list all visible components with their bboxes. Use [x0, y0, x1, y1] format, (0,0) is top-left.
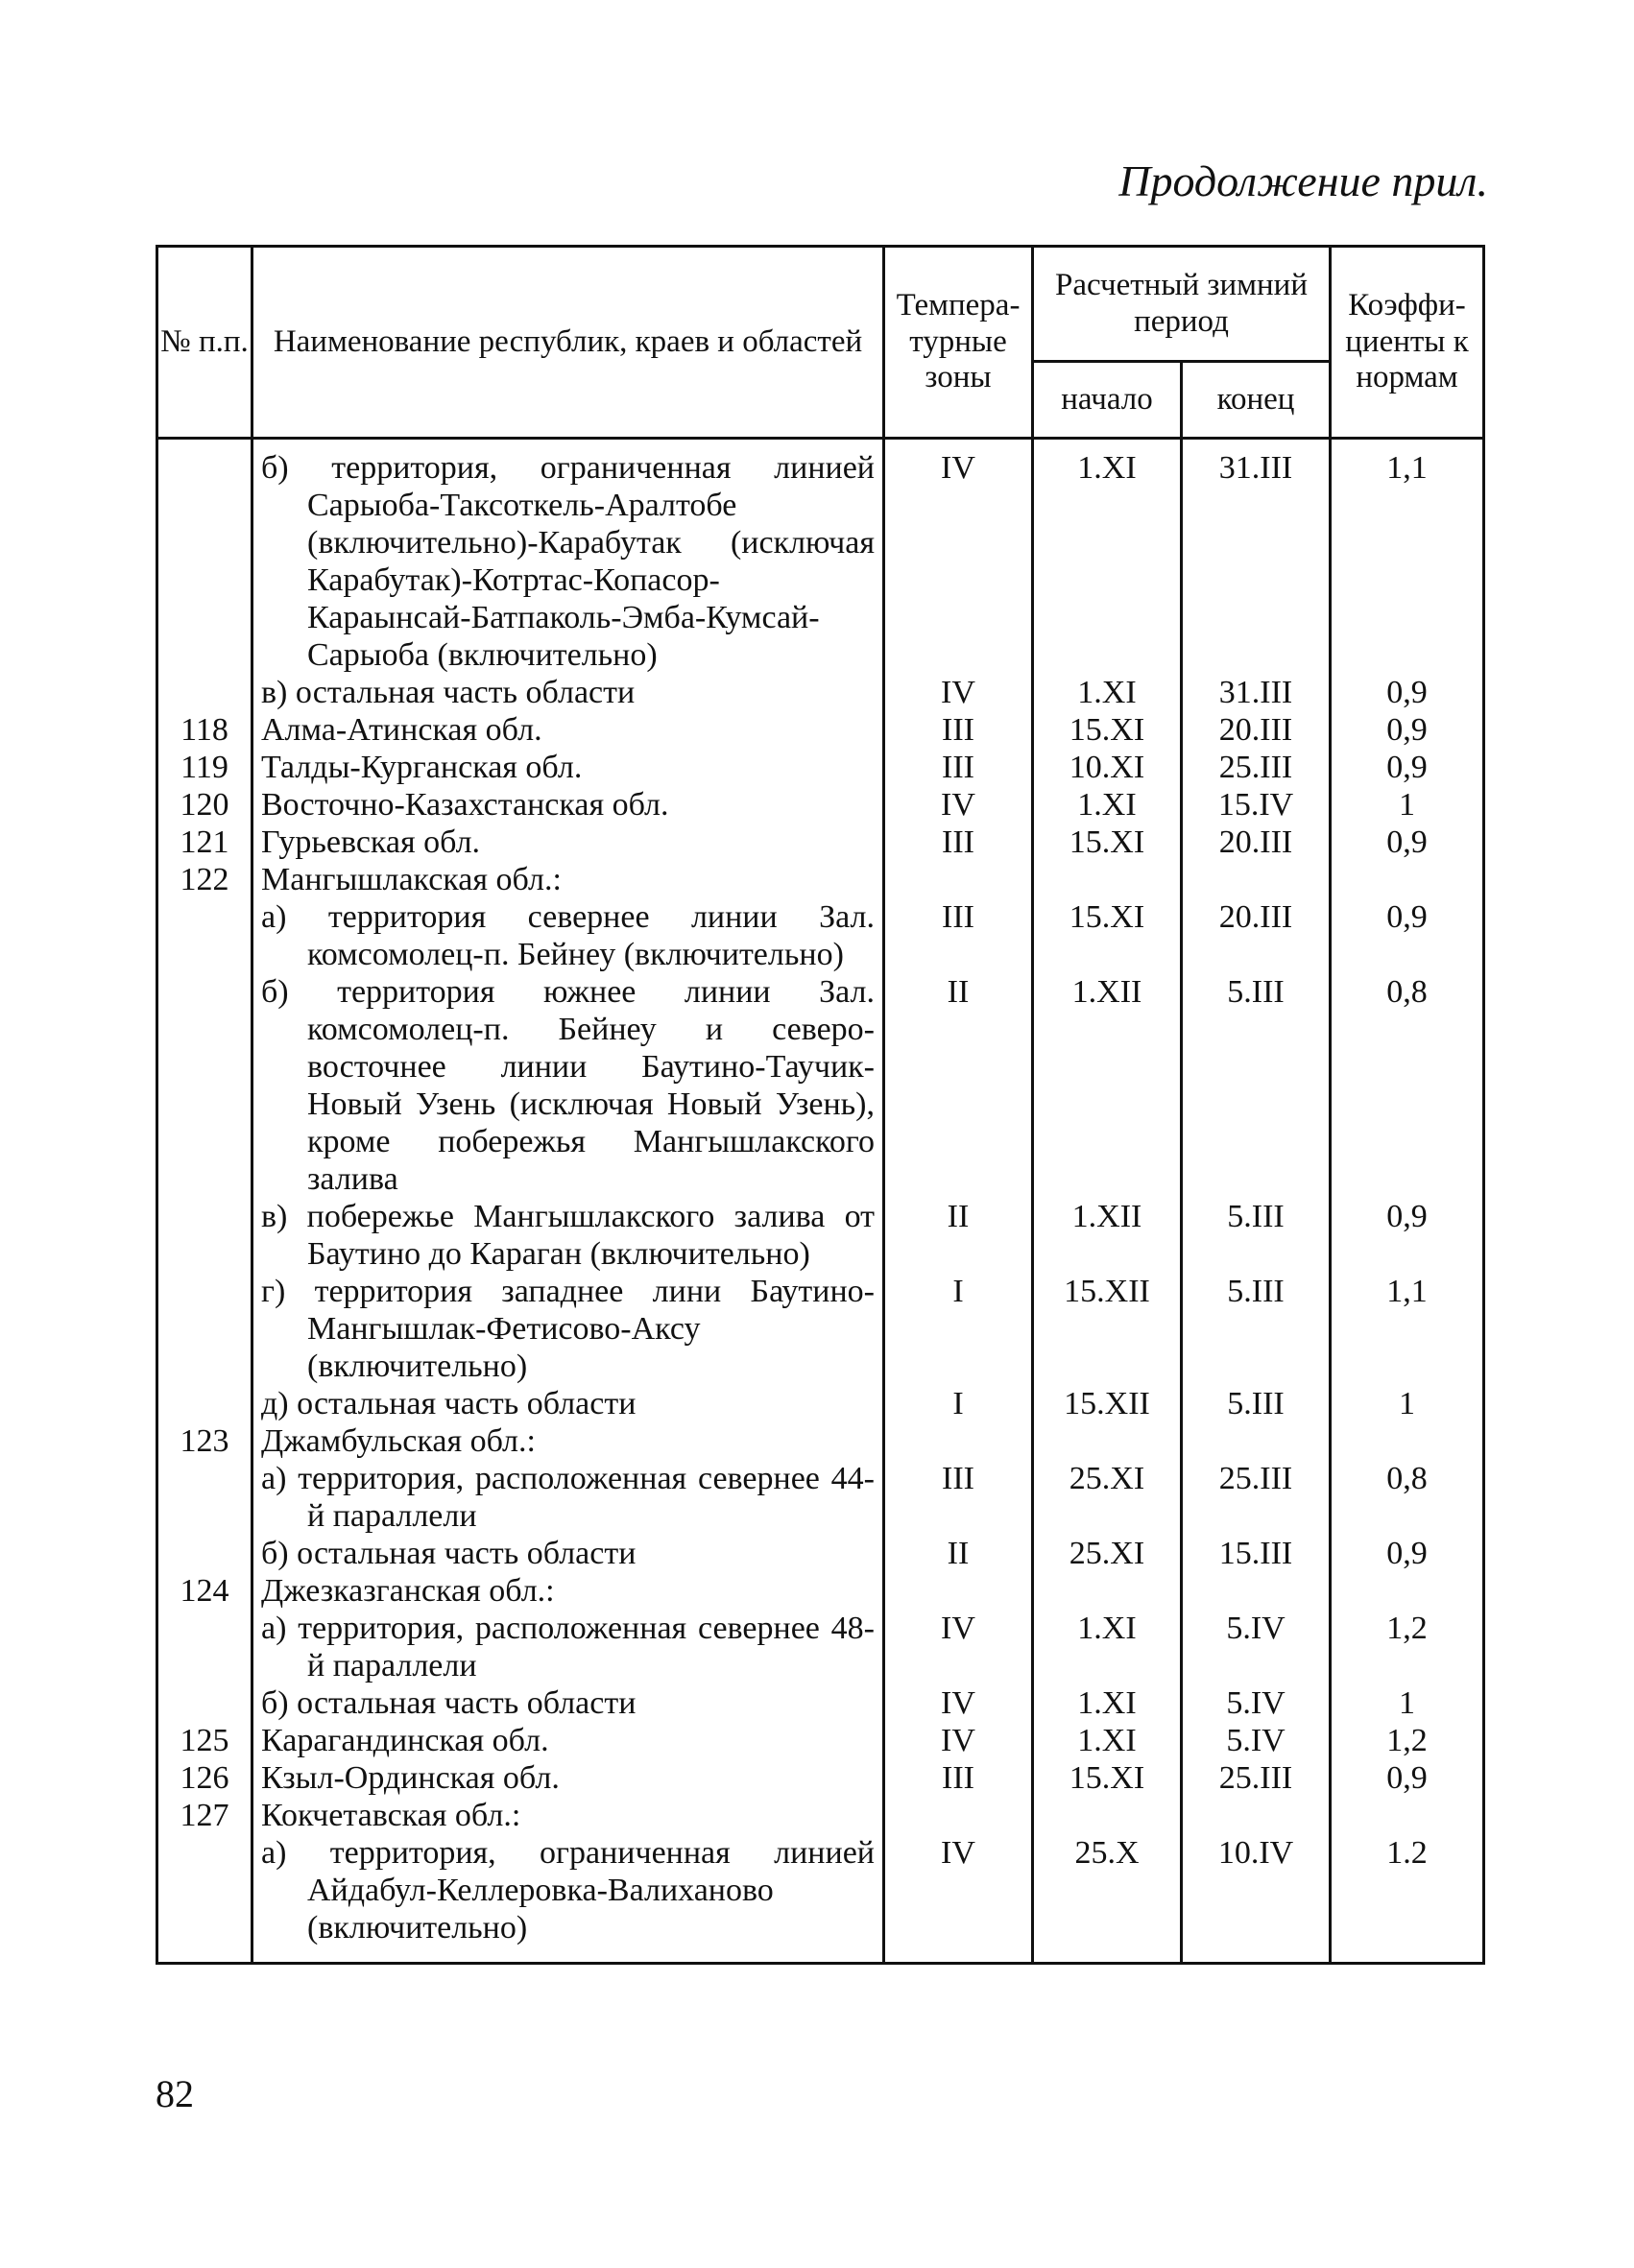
- row-name: [252, 1422, 884, 1460]
- row-name: [252, 973, 884, 1198]
- row-number: [157, 1535, 252, 1572]
- row-name: [252, 674, 884, 711]
- row-period-start: 1.XI: [1033, 1610, 1182, 1684]
- row-name-text: г) территория западнее лини Баутино-Мангышлак-Фетисово-Аксу (включительно): [261, 1274, 875, 1384]
- row-zone: [884, 1422, 1033, 1460]
- row-period-start: [1033, 861, 1182, 898]
- row-name-text: а) территория, ограниченная линией Айдабул-Келлеровка-Валиханово (включительно): [261, 1835, 875, 1946]
- row-number: 125: [157, 1722, 252, 1759]
- row-number: 123: [157, 1422, 252, 1460]
- row-name: [252, 1460, 884, 1535]
- table-row: [157, 1385, 1484, 1422]
- row-coefficient: [1331, 1422, 1484, 1460]
- row-period-start: 1.XI: [1033, 1684, 1182, 1722]
- row-number: 126: [157, 1759, 252, 1797]
- table-body: [157, 439, 1484, 1964]
- row-coefficient: 1: [1331, 1684, 1484, 1722]
- table-row: [157, 1572, 1484, 1610]
- row-name-text: Мангышлакская обл.:: [261, 862, 562, 897]
- row-name: [252, 1610, 884, 1684]
- table-row: [157, 1535, 1484, 1572]
- row-coefficient: 0,9: [1331, 674, 1484, 711]
- row-coefficient: 0,9: [1331, 711, 1484, 749]
- table-row: [157, 786, 1484, 824]
- table-row: [157, 1722, 1484, 1759]
- row-name-text: д) остальная часть области: [261, 1386, 637, 1421]
- row-coefficient: 0,9: [1331, 824, 1484, 861]
- climate-zones-table: [156, 245, 1485, 1965]
- row-zone: IV: [884, 1610, 1033, 1684]
- row-name-text: Джезказганская обл.:: [261, 1573, 555, 1609]
- row-coefficient: [1331, 1572, 1484, 1610]
- row-number: 124: [157, 1572, 252, 1610]
- row-name-text: Алма-Атинская обл.: [261, 712, 542, 748]
- row-period-end: [1182, 861, 1331, 898]
- row-coefficient: 0,9: [1331, 1198, 1484, 1273]
- table-row: [157, 861, 1484, 898]
- row-period-end: 5.III: [1182, 1385, 1331, 1422]
- page-number: 82: [156, 2072, 194, 2115]
- row-name: [252, 749, 884, 786]
- row-number: [157, 973, 252, 1198]
- row-name: [252, 1797, 884, 1834]
- table-row: [157, 749, 1484, 786]
- row-period-end: 10.IV: [1182, 1834, 1331, 1964]
- table-row: [157, 898, 1484, 973]
- row-period-end: [1182, 1572, 1331, 1610]
- row-period-start: 15.XI: [1033, 711, 1182, 749]
- header-period: Расчетный зимний период: [1033, 247, 1331, 362]
- table-row: [157, 1834, 1484, 1964]
- row-period-end: 5.IV: [1182, 1684, 1331, 1722]
- row-zone: I: [884, 1273, 1033, 1385]
- row-period-start: [1033, 1422, 1182, 1460]
- header-coef: Коэффи-циенты к нормам: [1331, 247, 1484, 439]
- row-name-text: б) территория южнее линии Зал. комсомолец-п. Бейнеу и северо-восточнее линии Баутино-Таучик-Новый Узень (исключая Новый Узень), кроме побережья Мангышлакского залива: [261, 974, 875, 1197]
- row-zone: III: [884, 749, 1033, 786]
- row-period-start: [1033, 1572, 1182, 1610]
- row-period-end: 5.III: [1182, 1273, 1331, 1385]
- row-coefficient: [1331, 1797, 1484, 1834]
- row-zone: IV: [884, 1722, 1033, 1759]
- row-number: 119: [157, 749, 252, 786]
- row-coefficient: 0,8: [1331, 973, 1484, 1198]
- table-row: [157, 1610, 1484, 1684]
- row-zone: III: [884, 1759, 1033, 1797]
- row-number: 127: [157, 1797, 252, 1834]
- row-coefficient: 1,2: [1331, 1610, 1484, 1684]
- row-coefficient: [1331, 861, 1484, 898]
- row-period-end: 20.III: [1182, 824, 1331, 861]
- row-name: [252, 1722, 884, 1759]
- row-number: [157, 1198, 252, 1273]
- row-coefficient: 1: [1331, 786, 1484, 824]
- row-zone: II: [884, 973, 1033, 1198]
- row-number: [157, 1385, 252, 1422]
- table-header: [157, 247, 1484, 439]
- row-name-text: Восточно-Казахстанская обл.: [261, 787, 669, 823]
- table-row: [157, 674, 1484, 711]
- row-period-start: 25.XI: [1033, 1535, 1182, 1572]
- row-period-start: [1033, 1797, 1182, 1834]
- row-period-end: [1182, 1797, 1331, 1834]
- row-name-text: Джамбульская обл.:: [261, 1423, 536, 1459]
- row-name-text: в) остальная часть области: [261, 675, 636, 710]
- table-row: [157, 1460, 1484, 1535]
- row-name-text: а) территория севернее линии Зал. комсомолец-п. Бейнеу (включительно): [261, 899, 875, 972]
- row-coefficient: 1: [1331, 1385, 1484, 1422]
- row-name-text: а) территория, расположенная севернее 44-й параллели: [261, 1461, 875, 1534]
- table-row: [157, 439, 1484, 675]
- row-zone: [884, 1797, 1033, 1834]
- row-name: [252, 786, 884, 824]
- table-row: [157, 1759, 1484, 1797]
- row-number: [157, 439, 252, 675]
- row-period-end: 5.III: [1182, 973, 1331, 1198]
- row-name: [252, 1684, 884, 1722]
- row-period-end: 5.III: [1182, 1198, 1331, 1273]
- row-period-start: 15.XI: [1033, 1759, 1182, 1797]
- row-zone: II: [884, 1198, 1033, 1273]
- row-name: [252, 861, 884, 898]
- row-period-start: 15.XII: [1033, 1385, 1182, 1422]
- row-name-text: б) территория, ограниченная линией Сарыоба-Таксоткель-Аралтобе (включительно)-Карабутак (исключая Карабутак)-Котртас-Копасор-Караынсай-Батпаколь-Эмба-Кумсай-Сарыоба (включительно): [261, 450, 875, 673]
- row-coefficient: 1.2: [1331, 1834, 1484, 1964]
- row-period-start: 15.XI: [1033, 824, 1182, 861]
- row-number: [157, 1834, 252, 1964]
- row-period-end: 31.III: [1182, 674, 1331, 711]
- row-period-end: 5.IV: [1182, 1722, 1331, 1759]
- row-name: [252, 439, 884, 675]
- row-period-start: 1.XI: [1033, 1722, 1182, 1759]
- row-zone: III: [884, 824, 1033, 861]
- row-period-end: [1182, 1422, 1331, 1460]
- row-coefficient: 1,1: [1331, 439, 1484, 675]
- row-period-end: 25.III: [1182, 749, 1331, 786]
- page-caption: Продолжение прил.: [1118, 156, 1488, 205]
- row-number: [157, 1610, 252, 1684]
- table-row: [157, 1422, 1484, 1460]
- row-period-start: 1.XI: [1033, 674, 1182, 711]
- row-name-text: Кокчетавская обл.:: [261, 1798, 521, 1833]
- row-number: [157, 898, 252, 973]
- row-name: [252, 1572, 884, 1610]
- header-name: Наименование республик, краев и областей: [252, 247, 884, 439]
- row-zone: IV: [884, 1684, 1033, 1722]
- table-row: [157, 1273, 1484, 1385]
- table-row: [157, 1797, 1484, 1834]
- header-zone: Темпера-турные зоны: [884, 247, 1033, 439]
- row-name: [252, 711, 884, 749]
- header-end: конец: [1182, 362, 1331, 439]
- row-period-start: 1.XI: [1033, 439, 1182, 675]
- row-name-text: Талды-Курганская обл.: [261, 750, 583, 785]
- row-period-end: 20.III: [1182, 898, 1331, 973]
- row-zone: [884, 861, 1033, 898]
- row-period-start: 15.XII: [1033, 1273, 1182, 1385]
- row-period-end: 25.III: [1182, 1460, 1331, 1535]
- row-period-start: 25.XI: [1033, 1460, 1182, 1535]
- table-row: [157, 973, 1484, 1198]
- row-zone: III: [884, 711, 1033, 749]
- row-name-text: Гурьевская обл.: [261, 824, 481, 860]
- row-name: [252, 824, 884, 861]
- row-period-start: 1.XII: [1033, 973, 1182, 1198]
- row-number: [157, 674, 252, 711]
- row-number: 122: [157, 861, 252, 898]
- header-start: начало: [1033, 362, 1182, 439]
- row-name-text: Карагандинская обл.: [261, 1723, 549, 1758]
- row-period-end: 25.III: [1182, 1759, 1331, 1797]
- row-coefficient: 0,9: [1331, 1535, 1484, 1572]
- row-zone: III: [884, 1460, 1033, 1535]
- row-period-end: 15.III: [1182, 1535, 1331, 1572]
- row-zone: IV: [884, 786, 1033, 824]
- row-coefficient: 0,9: [1331, 1759, 1484, 1797]
- row-zone: IV: [884, 1834, 1033, 1964]
- row-name-text: б) остальная часть области: [261, 1685, 637, 1721]
- row-period-end: 15.IV: [1182, 786, 1331, 824]
- row-name: [252, 1834, 884, 1964]
- table-row: [157, 1684, 1484, 1722]
- row-coefficient: 1,1: [1331, 1273, 1484, 1385]
- row-number: [157, 1273, 252, 1385]
- row-name-text: в) побережье Мангышлакского залива от Баутино до Караган (включительно): [261, 1199, 875, 1272]
- row-name: [252, 1273, 884, 1385]
- row-name: [252, 1759, 884, 1797]
- row-zone: IV: [884, 439, 1033, 675]
- row-name: [252, 1198, 884, 1273]
- row-coefficient: 0,8: [1331, 1460, 1484, 1535]
- row-coefficient: 0,9: [1331, 749, 1484, 786]
- row-name-text: б) остальная часть области: [261, 1536, 637, 1571]
- row-period-start: 15.XI: [1033, 898, 1182, 973]
- row-number: 118: [157, 711, 252, 749]
- row-name-text: Кзыл-Ординская обл.: [261, 1760, 560, 1796]
- row-coefficient: 1,2: [1331, 1722, 1484, 1759]
- header-num: № п.п.: [157, 247, 252, 439]
- table-row: [157, 1198, 1484, 1273]
- table-row: [157, 711, 1484, 749]
- row-period-end: 31.III: [1182, 439, 1331, 675]
- row-period-start: 1.XI: [1033, 786, 1182, 824]
- row-zone: IV: [884, 674, 1033, 711]
- row-number: 121: [157, 824, 252, 861]
- row-name: [252, 1535, 884, 1572]
- row-name-text: а) территория, расположенная севернее 48-й параллели: [261, 1611, 875, 1683]
- row-period-start: 10.XI: [1033, 749, 1182, 786]
- row-period-end: 20.III: [1182, 711, 1331, 749]
- row-name: [252, 898, 884, 973]
- row-period-start: 25.X: [1033, 1834, 1182, 1964]
- row-zone: II: [884, 1535, 1033, 1572]
- row-zone: III: [884, 898, 1033, 973]
- row-name: [252, 1385, 884, 1422]
- table-row: [157, 824, 1484, 861]
- row-period-end: 5.IV: [1182, 1610, 1331, 1684]
- row-period-start: 1.XII: [1033, 1198, 1182, 1273]
- row-zone: I: [884, 1385, 1033, 1422]
- row-zone: [884, 1572, 1033, 1610]
- row-coefficient: 0,9: [1331, 898, 1484, 973]
- row-number: [157, 1460, 252, 1535]
- row-number: [157, 1684, 252, 1722]
- row-number: 120: [157, 786, 252, 824]
